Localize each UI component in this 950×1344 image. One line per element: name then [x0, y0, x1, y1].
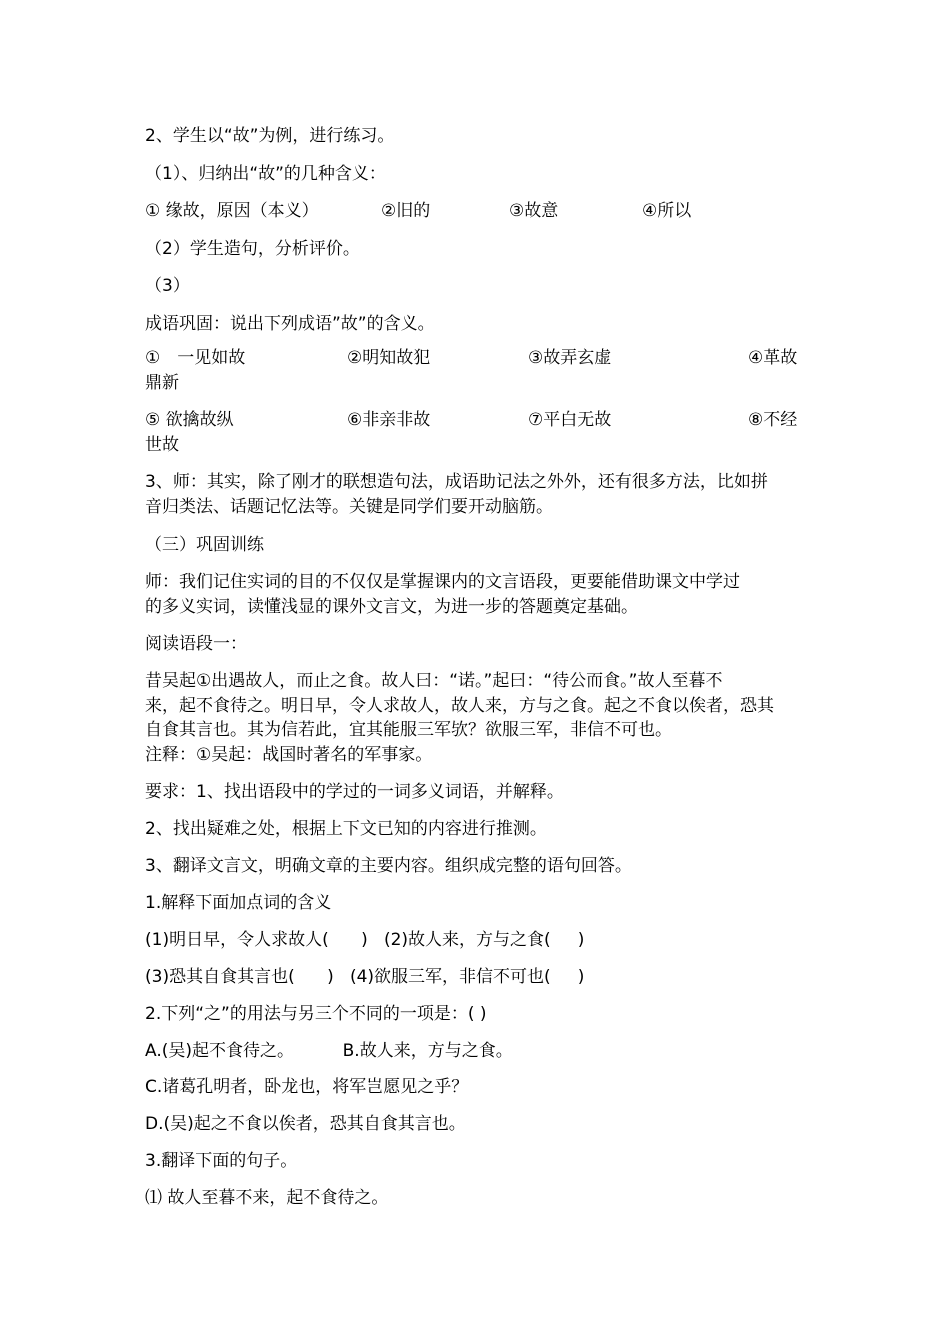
- idiom-heading: 成语巩固：说出下列成语”故”的含义。: [145, 314, 435, 334]
- idiom-item: ③故弄玄虚: [528, 348, 612, 368]
- question-3-item: ⑴ 故人至暮不来，起不食待之。: [145, 1188, 389, 1208]
- teacher-paragraph-line: 师：我们记住实词的目的不仅仅是掌握课内的文言语段，更要能借助课文中学过: [145, 572, 740, 592]
- step-3-paragraph-line: 音归类法、话题记忆法等。关键是同学们要开动脑筋。: [145, 497, 553, 517]
- step-3-paragraph-line: 3、师：其实，除了刚才的联想造句法，成语助记法之外外，还有很多方法，比如拼: [145, 472, 768, 492]
- question-2-option: C.诸葛孔明者，卧龙也，将军岂愿见之乎？: [145, 1077, 469, 1097]
- idioms-row: [145, 346, 810, 371]
- sentence-making-line: （2）学生造句，分析评价。: [145, 239, 360, 259]
- meanings-list: [145, 199, 810, 224]
- section-heading: （三）巩固训练: [145, 535, 264, 555]
- question-1-heading: 1.解释下面加点词的含义: [145, 893, 332, 913]
- meaning-item: ③故意: [509, 201, 559, 221]
- idiom-item: ⑥非亲非故: [347, 410, 431, 430]
- question-1-items: (3)恐其自食其言也( ) (4)欲服三军，非信不可也( ): [145, 967, 585, 987]
- passage-note: 注释：①吴起：战国时著名的军事家。: [145, 745, 433, 765]
- question-1-items: (1)明日早，令人求故人( ) (2)故人来，方与之食( ): [145, 930, 585, 950]
- step-2-heading: 2、学生以“故”为例，进行练习。: [145, 126, 395, 146]
- idiom-item: ④革故: [748, 348, 798, 368]
- idiom-item: ⑧不经: [748, 410, 798, 430]
- idiom-item: ②明知故犯: [347, 348, 431, 368]
- idiom-item: ① 一见如故: [145, 348, 246, 368]
- idioms-row: [145, 408, 810, 433]
- meaning-item: ④所以: [642, 201, 692, 221]
- passage-line: 来，起不食待之。明日早，令人求故人，故人来，方与之食。起之不食以俟者，恐其: [145, 696, 774, 716]
- passage-line: 昔吴起①出遇故人，而止之食。故人曰：“诺。”起曰：“待公而食。”故人至暮不: [145, 671, 723, 691]
- question-3-heading: 3.翻译下面的句子。: [145, 1151, 298, 1171]
- question-2-options: A.(吴)起不食待之。 B.故人来，方与之食。: [145, 1041, 513, 1061]
- teacher-paragraph-line: 的多义实词，读懂浅显的课外文言文，为进一步的答题奠定基础。: [145, 597, 638, 617]
- meaning-item: ②旧的: [381, 201, 431, 221]
- meaning-item: ① 缘故，原因（本义）: [145, 201, 319, 221]
- meanings-heading: （1）、归纳出“故”的几种含义：: [145, 164, 386, 184]
- idiom-wrap: 世故: [145, 435, 179, 455]
- question-2-option: D.(吴)起之不食以俟者，恐其自食其言也。: [145, 1114, 466, 1134]
- requirement-line: 3、翻译文言文，明确文章的主要内容。组织成完整的语句回答。: [145, 856, 632, 876]
- passage-line: 自食其言也。其为信若此，宜其能服三军欤？欲服三军，非信不可也。: [145, 720, 672, 740]
- idiom-item: ⑦平白无故: [528, 410, 612, 430]
- question-2-heading: 2.下列“之”的用法与另三个不同的一项是：( ): [145, 1004, 487, 1024]
- reading-heading: 阅读语段一：: [145, 634, 247, 654]
- idiom-wrap: 鼎新: [145, 373, 179, 393]
- idiom-item: ⑤ 欲擒故纵: [145, 410, 234, 430]
- item-3-label: （3）: [145, 276, 190, 296]
- requirement-line: 2、找出疑难之处，根据上下文已知的内容进行推测。: [145, 819, 547, 839]
- requirement-line: 要求：1、找出语段中的学过的一词多义词语，并解释。: [145, 782, 564, 802]
